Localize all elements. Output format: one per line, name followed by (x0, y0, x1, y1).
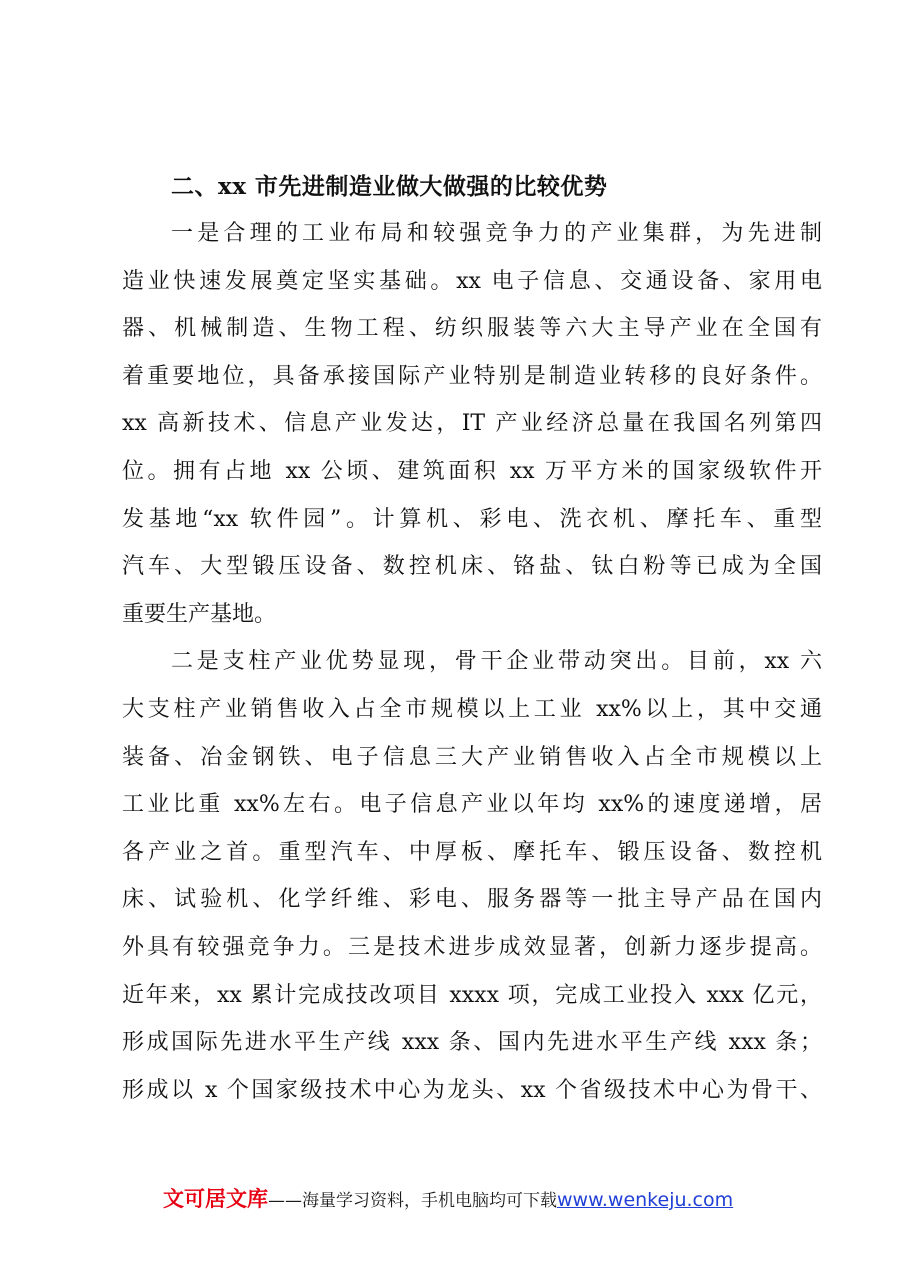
text-line: 汽车、大型锻压设备、数控机床、铬盐、钛白粉等已成为全国 (122, 554, 822, 580)
text-line: 二是支柱产业优势显现，骨干企业带动突出。目前，xx 六 (171, 649, 822, 675)
section-heading: 二、xx 市先进制造业做大做强的比较优势 (171, 173, 608, 200)
text-line: 发基地“xx 软件园”。计算机、彩电、洗衣机、摩托车、重型 (122, 506, 822, 532)
text-line: 造业快速发展奠定坚实基础。xx 电子信息、交通设备、家用电 (122, 268, 822, 294)
text-line: 一是合理的工业布局和较强竞争力的产业集群，为先进制 (171, 221, 822, 246)
text-line: xx 高新技术、信息产业发达，IT 产业经济总量在我国名列第四 (122, 411, 822, 437)
footer-banner (163, 1183, 733, 1213)
website-link[interactable]: www.wenkeju.com (557, 1189, 734, 1211)
text-line: 着重要地位，具备承接国际产业特别是制造业转移的良好条件。 (122, 363, 822, 389)
brand-name: 文可居文库 (163, 1187, 268, 1211)
text-line: 形成以 x 个国家级技术中心为龙头、xx 个省级技术中心为骨干、 (122, 1077, 822, 1103)
text-line: 外具有较强竞争力。三是技术进步成效显著，创新力逐步提高。 (122, 934, 822, 960)
text-line: 大支柱产业销售收入占全市规模以上工业 xx%以上，其中交通 (122, 696, 822, 722)
text-line: 近年来，xx 累计完成技改项目 xxxx 项，完成工业投入 xxx 亿元， (122, 982, 822, 1008)
text-line: 各产业之首。重型汽车、中厚板、摩托车、锻压设备、数控机 (122, 839, 822, 865)
footer-slogan: ——海量学习资料，手机电脑均可下载 (268, 1191, 557, 1211)
text-line: 形成国际先进水平生产线 xxx 条、国内先进水平生产线 xxx 条； (122, 1030, 822, 1056)
text-line: 器、机械制造、生物工程、纺织服装等六大主导产业在全国有 (122, 316, 822, 342)
body-text (122, 210, 822, 1114)
text-line: 工业比重 xx%左右。电子信息产业以年均 xx%的速度递增，居 (122, 792, 822, 818)
text-line: 位。拥有占地 xx 公顷、建筑面积 xx 万平方米的国家级软件开 (122, 458, 822, 484)
text-line: 床、试验机、化学纤维、彩电、服务器等一批主导产品在国内 (122, 887, 822, 913)
text-line: 装备、冶金钢铁、电子信息三大产业销售收入占全市规模以上 (122, 744, 822, 770)
text-line: 重要生产基地。 (122, 601, 277, 627)
